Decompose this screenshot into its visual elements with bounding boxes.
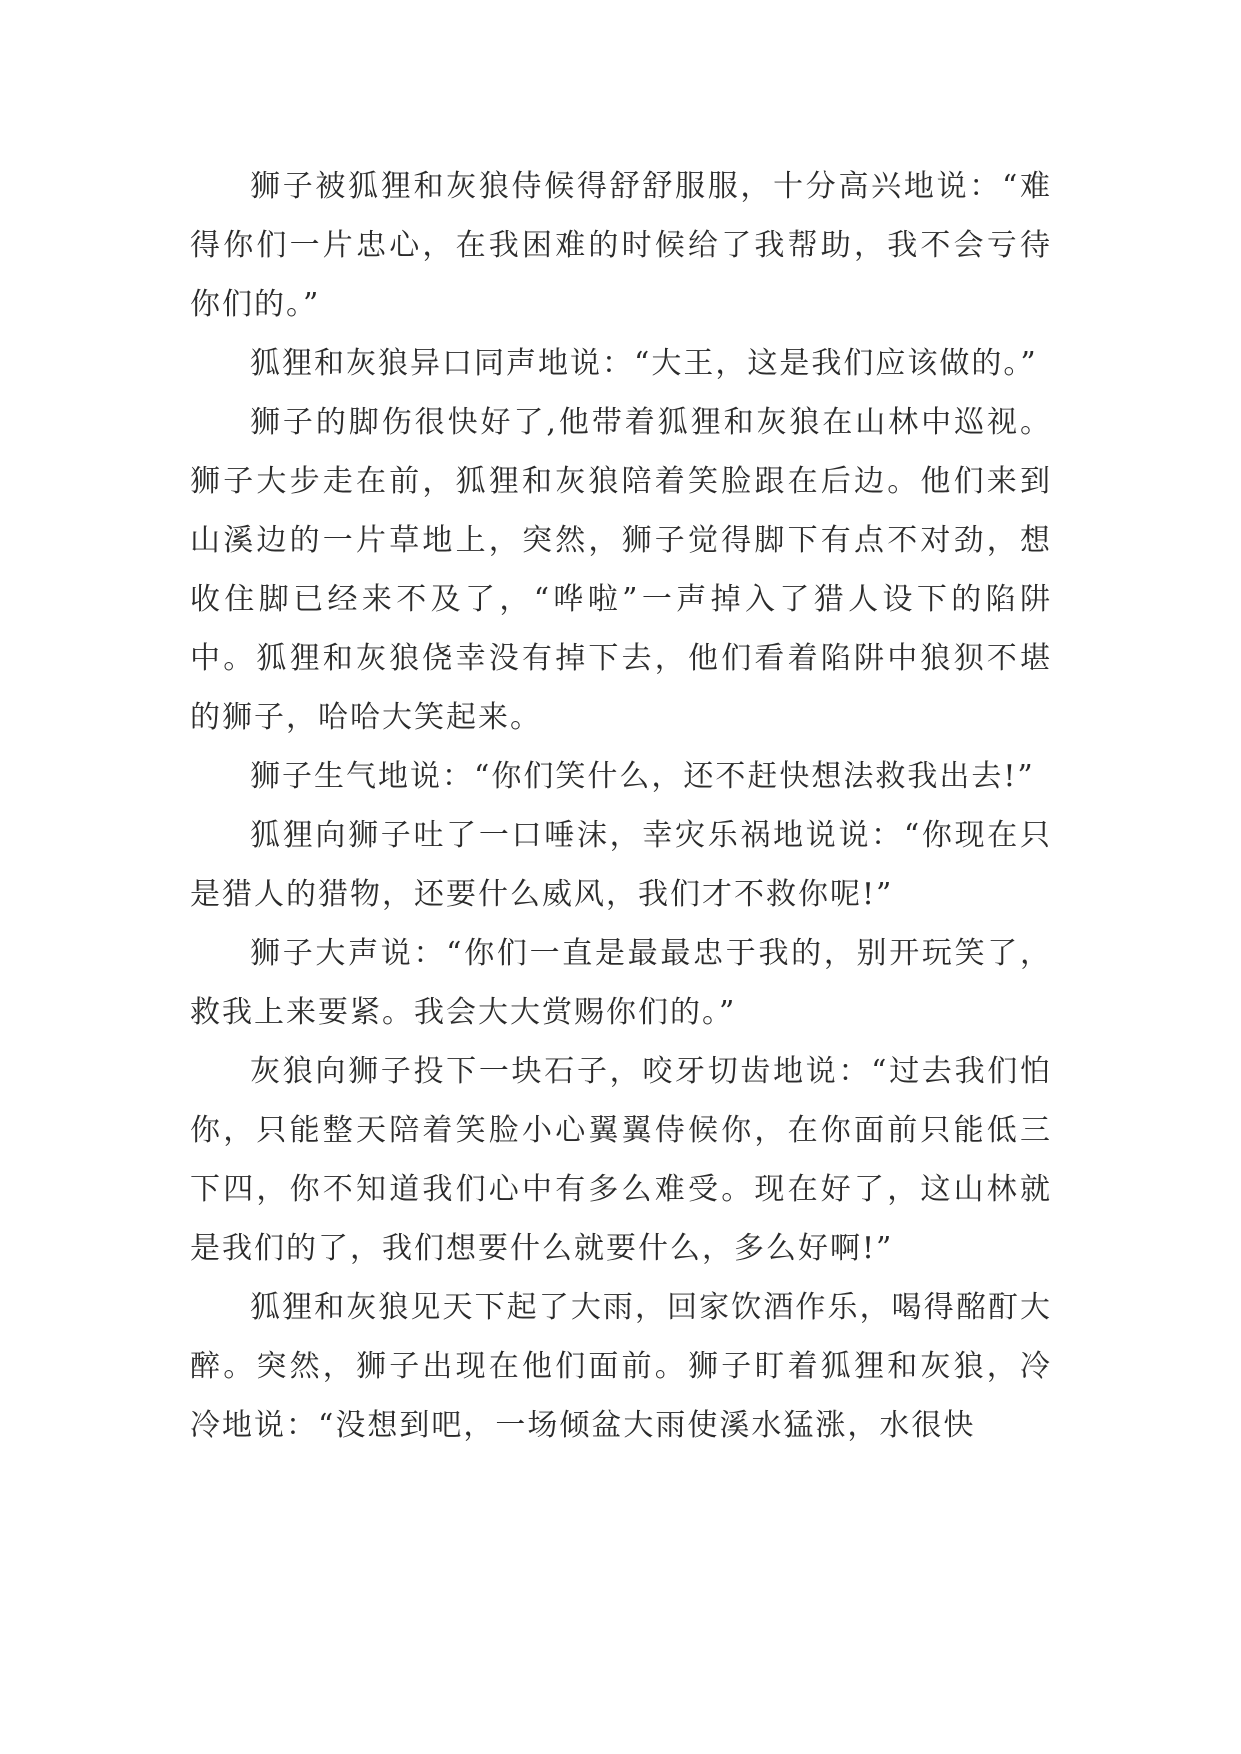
story-body — [190, 157, 1052, 1455]
paragraph: 狐狸向狮子吐了一口唾沫，幸灾乐祸地说说：“你现在只是猎人的猎物，还要什么威风，我们才不救你呢!” — [190, 818, 1052, 912]
paragraph: 狮子被狐狸和灰狼侍候得舒舒服服，十分高兴地说：“难得你们一片忠心，在我困难的时候给了我帮助，我不会亏待你们的。” — [190, 169, 1052, 322]
paragraph: 狮子大声说：“你们一直是最最忠于我的，别开玩笑了，救我上来要紧。我会大大赏赐你们的。” — [190, 936, 1052, 1030]
paragraph: 狐狸和灰狼异口同声地说：“大王，这是我们应该做的。” — [250, 346, 1038, 381]
paragraph: 狐狸和灰狼见天下起了大雨，回家饮酒作乐，喝得酩酊大醉。突然，狮子出现在他们面前。狮子盯着狐狸和灰狼，冷冷地说：“没想到吧，一场倾盆大雨使溪水猛涨，水很快 — [190, 1290, 1052, 1443]
paragraph: 狮子的脚伤很快好了,他带着狐狸和灰狼在山林中巡视。狮子大步走在前，狐狸和灰狼陪着笑脸跟在后边。他们来到山溪边的一片草地上，突然，狮子觉得脚下有点不对劲，想收住脚已经来不及了，“哗啦”一声掉入了猎人设下的陷阱中。狐狸和灰狼侥幸没有掉下去，他们看着陷阱中狼狈不堪的狮子，哈哈大笑起来。 — [190, 405, 1052, 735]
paragraph: 灰狼向狮子投下一块石子，咬牙切齿地说：“过去我们怕你，只能整天陪着笑脸小心翼翼侍候你，在你面前只能低三下四，你不知道我们心中有多么难受。现在好了，这山林就是我们的了，我们想要什么就要什么，多么好啊!” — [190, 1054, 1052, 1266]
paragraph: 狮子生气地说：“你们笑什么，还不赶快想法救我出去!” — [250, 759, 1035, 794]
